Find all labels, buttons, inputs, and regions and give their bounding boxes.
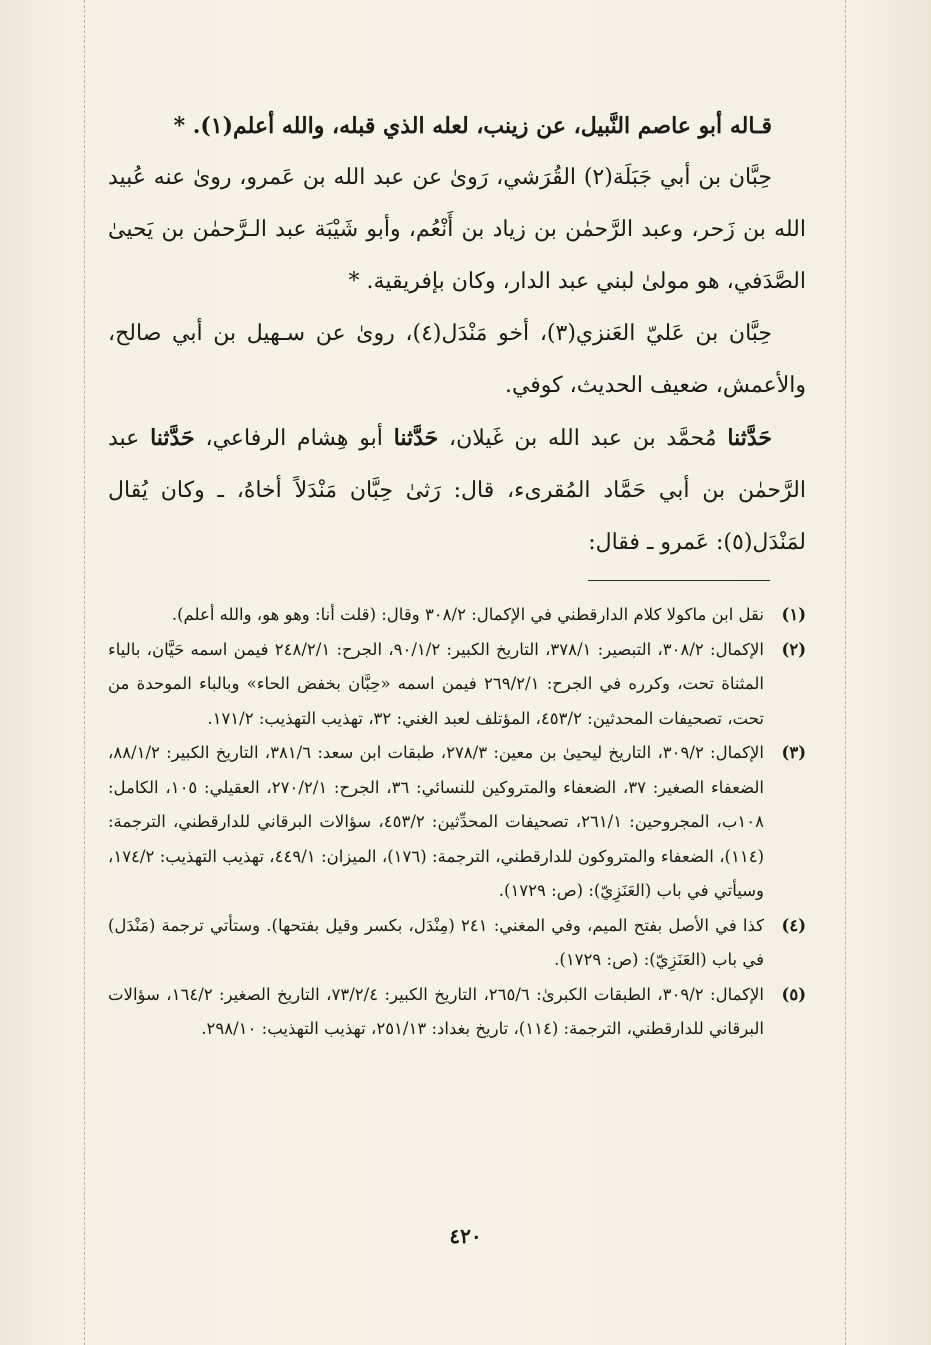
chain-keyword: حَدَّثنا <box>393 425 439 451</box>
page-number: ٤٢٠ <box>449 1224 482 1248</box>
footnote-separator <box>588 580 770 581</box>
footnote-number: (٣) <box>781 743 806 762</box>
footnote-number: (١) <box>781 605 806 624</box>
page-margin-line-right <box>845 0 846 1345</box>
footnote <box>108 598 806 633</box>
entry-paragraph-4 <box>108 412 806 569</box>
entry-paragraph-3: حِبَّان بن عَليّ العَنزي(٣)، أخو مَنْدَل(٤)، روىٰ عن سـهيل بن أبي صالح، والأعمش، ضعيف الحديث، كوفي. <box>108 321 806 398</box>
chain-keyword: حَدَّثنا <box>150 425 195 451</box>
footnotes <box>108 598 806 1047</box>
page-margin-line-left <box>84 0 85 1345</box>
footnote <box>108 909 806 978</box>
main-text <box>108 100 806 569</box>
footnote-number: (٥) <box>781 984 806 1004</box>
footnote <box>108 633 806 737</box>
footnote-text: الإكمال: ٣٠٩/٢، التاريخ ليحيىٰ بن معين: ٢٧٨/٣، طبقات ابن سعد: ٣٨١/٦، التاريخ الكبير: ٨٨/١/٢، الضعفاء الصغير: ٣٧، الضعفاء والمتروكين للنسائي: ٣٦، الجرح: ٢٧٠/٢/١، العقيلي: ١٠٥، الكامل: ١٠٨ب، المجروحين: ٢٦١/١، تصحيفات المحدِّثين: ٤٥٣/٢، سؤالات البرقاني للدارقطني، الترجمة: (١١٤)، الضعفاء والمتروكون للدارقطني، الترجمة: (١٧٦)، الميزان: ٤٤٩/١، تهذيب التهذيب: ١٧٤/٢، وسيأتي في باب (العَنَزِيّ): (ص: ١٧٢٩). <box>108 743 765 900</box>
entry-paragraph-1: قـاله أبو عاصم النَّبيل، عن زينب، لعله الذي قبله، والله أعلم(١). * <box>173 113 772 139</box>
footnote-text: الإكمال: ٣٠٩/٢، الطبقات الكبرىٰ: ٢٦٥/٦، التاريخ الكبير: ٧٣/٢/٤، التاريخ الصغير: ١٦٤/٢، سؤالات البرقاني للدارقطني، الترجمة: (١١٤)، تاريخ بغداد: ٢٥١/١٣، تهذيب التهذيب: ٢٩٨/١٠. <box>108 984 765 1038</box>
entry-paragraph-2: حِبَّان بن أبي جَبَلَة(٢) القُرَشي، رَوىٰ عن عبد الله بن عَمرو، روىٰ عنه عُبيد الله بن زَحر، وعبد الرَّحمٰن بن زياد بن أَنْعُم، وأبو شَيْبَة عبد الـرَّحمٰن بن يَحيىٰ الصَّدَفي، هو مولىٰ لبني عبد الدار، وكان بإفريقية. * <box>108 165 806 294</box>
footnote-text: الإكمال: ٣٠٨/٢، التبصير: ٣٧٨/١، التاريخ الكبير: ٩٠/١/٢، الجرح: ٢٤٨/٢/١ فيمن اسمه حَيَّان، بالياء المثناة تحت، وكرره في الجرح: ٢٦٩/٢/١ فيمن اسمه «حِبَّان بخفض الحاء» وبالباء الموحدة من تحت، تصحيفات المحدثين: ٤٥٣/٢، المؤتلف لعبد الغني: ٣٢، تهذيب التهذيب: ١٧١/٢. <box>108 639 764 728</box>
footnote <box>108 736 806 909</box>
footnote-text: نقل ابن ماكولا كلام الدارقطني في الإكمال: ٣٠٨/٢ وقال: (قلت أنا: وهو هو، والله أعلم). <box>171 605 764 624</box>
chain-keyword: حَدَّثنا <box>727 425 772 451</box>
chain-text: عبد الرَّحمٰن بن أبي حَمَّاد المُقرىء، قال: رَثىٰ حِبَّان مَنْدَلاً أخاهُ، ـ وكان يُقال لمَنْدَل(٥): عَمرو ـ فقال: <box>108 426 806 555</box>
chain-text: مُحمَّد بن عبد الله بن غَيلان، <box>438 426 728 451</box>
chain-text: أبو هِشام الرفاعي، <box>194 426 394 451</box>
footnote-number: (٢) <box>781 639 806 659</box>
footnote-number: (٤) <box>781 915 806 935</box>
footnote-text: كذا في الأصل بفتح الميم، وفي المغني: ٢٤١ (مِنْدَل، بكسر وقيل بفتحها). وستأتي ترجمة (مَنْدَل) في باب (العَنَزِيّ): (ص: ١٧٢٩). <box>108 915 764 969</box>
footnote <box>108 978 806 1047</box>
